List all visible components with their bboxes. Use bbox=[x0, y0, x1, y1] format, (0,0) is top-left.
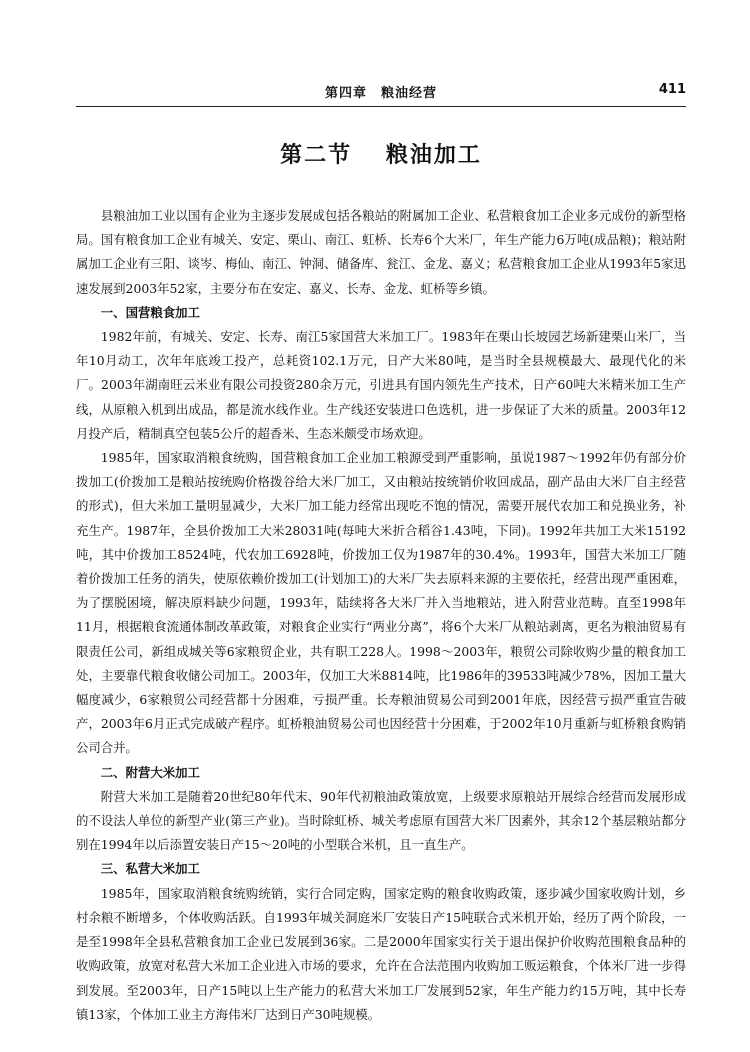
subheading-private: 三、私营大米加工 bbox=[100, 861, 200, 877]
chapter-title: 第四章 粮油经营 bbox=[324, 86, 437, 101]
section-title: 第二节 粮油加工 bbox=[280, 143, 482, 168]
subheading-state-owned: 一、国营粮食加工 bbox=[100, 304, 200, 320]
paragraph: 1982年前，有城关、安定、长寿、南江5家国营大米加工厂。1983年在栗山长坡园艺场新建栗山米厂，当年10月动工，次年年底竣工投产，总耗资102.1万元，日产大米80吨，是当时全县规模最大、最现代化的米厂。2003年湖南旺云米业有限公司投资280余万元，引进具有国内领先生产技术，日产60吨大米精米加工生产线，从原粮入机到出成品，都是流水线作业。生产线还安装进口色选机，进一步保证了大米的质量。2003年12月投产后，精制真空包装5公斤的超香米、生态米颇受市场欢迎。 bbox=[76, 329, 686, 441]
subheading-affiliated: 二、附营大米加工 bbox=[100, 764, 200, 780]
body-text bbox=[76, 204, 686, 1027]
running-header bbox=[76, 82, 686, 102]
paragraph: 附营大米加工是随着20世纪80年代末、90年代初粮油政策放宽，上级要求原粮站开展综合经营而发展形成的不设法人单位的新型产业(第三产业)。当时除虹桥、城关考虑原有国营大米厂因素外，其余12个基层粮站都分别在1994年以后添置安装日产15～20吨的小型联合米机，且一直生产。 bbox=[76, 788, 686, 853]
header-rule bbox=[76, 106, 686, 107]
paragraph: 1985年，国家取消粮食统购，国营粮食加工企业加工粮源受到严重影响，虽说1987～1992年仍有部分价拨加工(价拨加工是粮站按统购价格拨谷给大米厂加工，又由粮站按统销价收回成品，副产品由大米厂自主经营的形式)，但大米加工量明显减少，大米厂加工能力经常出现吃不饱的情况，需要开展代农加工和兑换业务，补充生产。1987年，全县价拨加工大米28031吨(每吨大米折合稻谷1.43吨，下同)。1992年共加工大米15192吨，其中价拨加工8524吨，代农加工6928吨，价拨加工仅为1987年的30.4%。1993年，国营大米加工厂随着价拨加工任务的消失，使原依赖价拨加工(计划加工)的大米厂失去原料来源的主要依托，经营出现严重困难，为了摆脱困境，解决原料缺少问题，1993年，陆续将各大米厂并入当地粮站，进入附营业范畴。直至1998年11月，根据粮食流通体制改革政策，对粮食企业实行“两业分离”，将6个大米厂从粮站剥离，更名为粮油贸易有限责任公司，新组成城关等6家粮贸企业，共有职工228人。1998～2003年，粮贸公司除收购少量的粮食加工处，主要靠代粮食收储公司加工。2003年，仅加工大米8814吨，比1986年的39533吨减少78%，因加工量大幅度减少，6家粮贸公司经营都十分困难，亏损严重。长寿粮油贸易公司到2001年底，因经营亏损严重宣告破产，2003年6月正式完成破产程序。虹桥粮油贸易公司也因经营十分困难，于2002年10月重新与虹桥粮食购销公司合并。 bbox=[76, 450, 686, 756]
paragraph: 1985年，国家取消粮食统购统销，实行合同定购，国家定购的粮食收购政策，逐步减少国家收购计划，乡村余粮不断增多，个体收购活跃。自1993年城关洞庭米厂安装日产15吨联合式米机开始，经历了两个阶段，一是至1998年全县私营粮食加工企业已发展到36家。二是2000年国家实行关于退出保护价收购范围粮食品种的收购政策，放宽对私营大米加工企业进入市场的要求，允许在合法范围内收购加工贩运粮食，个体米厂进一步得到发展。至2003年，日产15吨以上生产能力的私营大米加工厂发展到52家，年生产能力约15万吨，其中长寿镇13家，个体加工业主方海伟米厂达到日产30吨规模。 bbox=[76, 885, 686, 1022]
page-number: 411 bbox=[658, 82, 686, 97]
intro-paragraph: 县粮油加工业以国有企业为主逐步发展成包括各粮站的附属加工企业、私营粮食加工企业多元成份的新型格局。国有粮食加工企业有城关、安定、栗山、南江、虹桥、长寿6个大米厂，年生产能力6万吨(成品粮)；粮站附属加工企业有三阳、谈岑、梅仙、南江、钟洞、储备库、瓮江、金龙、嘉义；私营粮食加工企业从1993年5家迅速发展到2003年52家，主要分布在安定、嘉义、长寿、金龙、虹桥等乡镇。 bbox=[76, 208, 686, 296]
